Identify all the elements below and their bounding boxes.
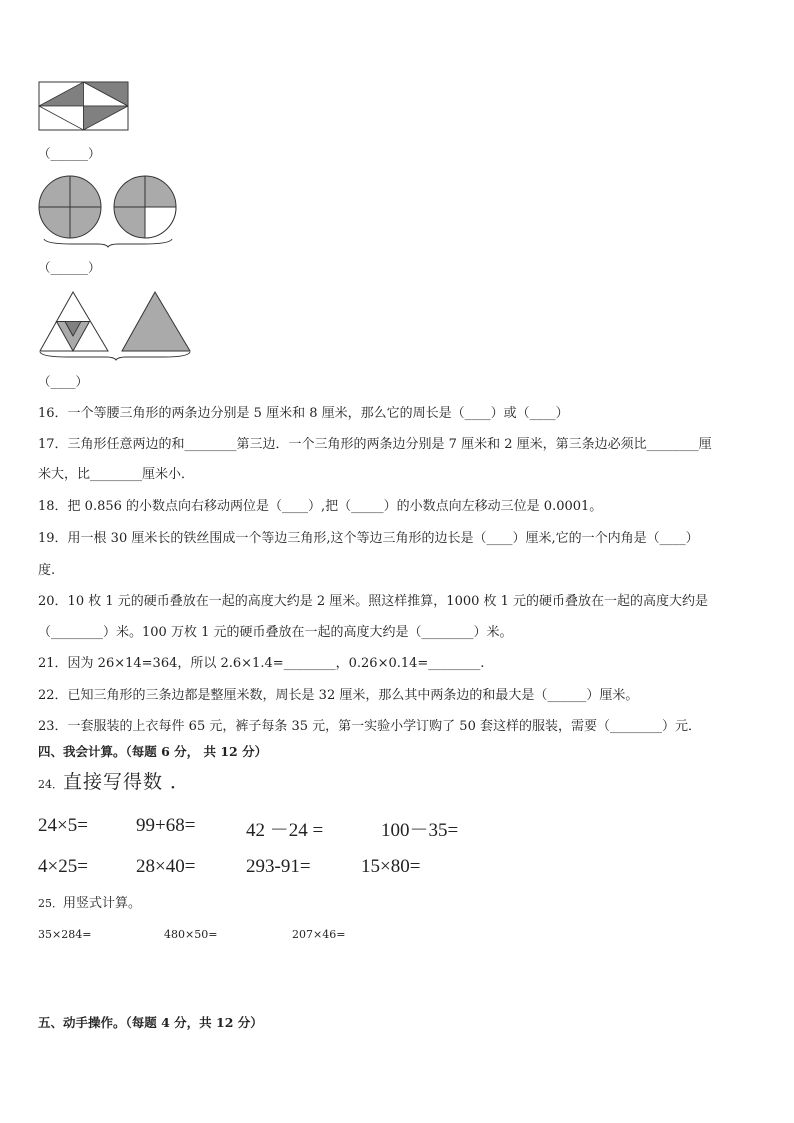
calc-item: 42 －24 = (246, 820, 324, 841)
circles-figure (38, 176, 178, 248)
question-18 (38, 499, 602, 515)
question-text: 用一根 30 厘米长的铁丝围成一个等边三角形,这个等边三角形的边长是（____）厘米,它的一个内角是（____） (67, 531, 699, 546)
section-4-title: 四、我会计算。（每题 6 分， 共 12 分） (38, 744, 268, 759)
calc-item: 4×25= (38, 856, 88, 877)
rectangle-figure (38, 81, 130, 131)
calc-item: 24×5= (38, 815, 88, 836)
question-text: 10 枚 1 元的硬币叠放在一起的高度大约是 2 厘米。照这样推算，1000 枚 1 元的硬币叠放在一起的高度大约是 (67, 594, 709, 609)
question-text: 一套服装的上衣每件 65 元，裤子每条 35 元，第一实验小学订购了 50 套这样的服装，需要（________）元． (67, 719, 701, 734)
question-text: 因为 26×14=364，所以 2.6×1.4=________，0.26×0.14=________. (67, 656, 485, 671)
question-number: 21． (38, 656, 68, 671)
question-20 (38, 594, 708, 610)
question-number: 24． (38, 778, 63, 791)
calc-item: 293-91= (246, 856, 311, 877)
question-16 (38, 406, 569, 422)
vertical-calc-item: 480×50= (164, 928, 218, 941)
calc-item: 100－35= (381, 820, 459, 841)
question-24 (38, 771, 191, 793)
calc-item: 15×80= (361, 856, 421, 877)
figure3-answer-blank[interactable]: （____） (38, 374, 89, 389)
calc-item: 99+68= (136, 815, 196, 836)
question-23 (38, 719, 701, 735)
calc-item: 28×40= (136, 856, 196, 877)
question-21 (38, 656, 484, 672)
question-number: 19． (38, 531, 68, 546)
figure2-answer-blank[interactable]: （______） (38, 260, 101, 275)
section-5-title: 五、动手操作。（每题 4 分，共 12 分） (38, 1015, 263, 1030)
question-number: 16． (38, 406, 68, 421)
question-number: 25． (38, 897, 63, 910)
question-number: 22． (38, 688, 68, 703)
question-17 (38, 437, 712, 453)
question-number: 23． (38, 719, 68, 734)
question-17-continued: 米大，比________厘米小． (38, 467, 195, 482)
question-25 (38, 896, 141, 912)
vertical-calc-item: 35×284= (38, 928, 92, 941)
question-number: 17． (38, 437, 68, 452)
question-20-continued: （________）米。100 万枚 1 元的硬币叠放在一起的高度大约是（________）米。 (38, 625, 513, 640)
question-number: 20． (38, 594, 68, 609)
question-text: 一个等腰三角形的两条边分别是 5 厘米和 8 厘米，那么它的周长是（____）或（____） (67, 406, 569, 421)
question-text: 三角形任意两边的和________第三边．一个三角形的两条边分别是 7 厘米和 2 厘米，第三条边必须比________厘 (67, 437, 712, 452)
triangles-figure (38, 290, 198, 362)
question-22 (38, 688, 638, 704)
question-text: 用竖式计算。 (63, 896, 142, 911)
question-number: 18． (38, 499, 68, 514)
question-text: 已知三角形的三条边都是整厘米数，周长是 32 厘米，那么其中两条边的和最大是（______）厘米。 (67, 688, 639, 703)
question-19 (38, 531, 699, 547)
figure1-answer-blank[interactable]: （______） (38, 146, 101, 161)
question-text: 把 0.856 的小数点向右移动两位是（____）,把（_____）的小数点向左移动三位是 0.0001。 (67, 499, 603, 514)
question-19-continued: 度. (38, 563, 56, 578)
question-text: 直接写得数 ． (63, 771, 191, 793)
vertical-calc-item: 207×46= (292, 928, 346, 941)
